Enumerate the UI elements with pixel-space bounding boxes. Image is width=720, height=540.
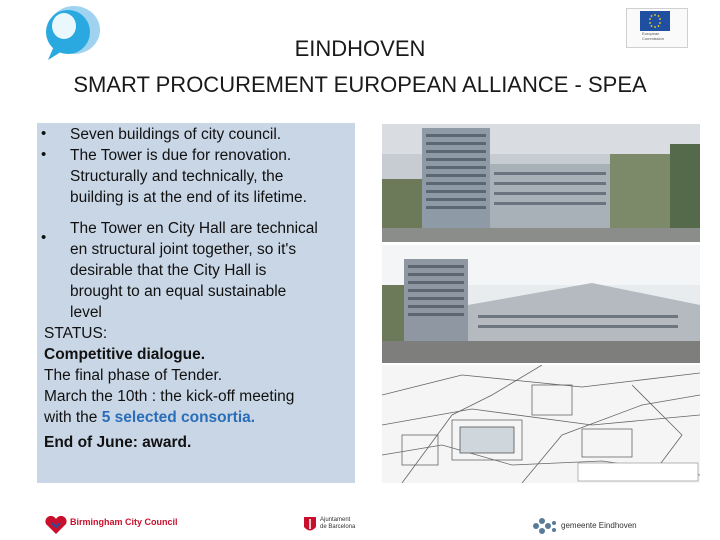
kickoff-line: March the 10th : the kick-off meeting (44, 388, 295, 405)
bullet3-line: desirable that the City Hall is (70, 262, 267, 279)
barcelona-shield-icon (303, 516, 317, 534)
city-hall-photo (382, 245, 700, 363)
award-text: End of June: award. (44, 434, 192, 451)
bullet3-line: The Tower en City Hall are technical (70, 220, 318, 237)
bullet2-line: Structurally and technically, the (70, 168, 284, 185)
barcelona-line1: Ajuntament (320, 517, 351, 523)
bullet-marker: • (41, 125, 47, 142)
eu-flag-icon (640, 11, 670, 31)
eu-caption-line2: Commission (642, 36, 665, 41)
consortia-highlight: 5 selected consortia. (101, 409, 256, 426)
bullet2-line: The Tower is due for renovation. (70, 147, 292, 164)
page-title-line2: SMART PROCUREMENT EUROPEAN ALLIANCE - SPEA (73, 72, 647, 97)
competitive-dialogue-text: Competitive dialogue. (44, 346, 206, 363)
final-phase-text: The final phase of Tender. (44, 367, 223, 384)
birmingham-heart-icon (44, 515, 68, 535)
site-plan-map (382, 365, 700, 483)
tower-building-photo (382, 124, 700, 242)
barcelona-line2: de Barcelona (320, 524, 356, 530)
kickoff-consortia-line (44, 407, 255, 428)
page-title-line1: EINDHOVEN (294, 36, 426, 61)
barcelona-logo-text (320, 517, 355, 531)
status-label: STATUS: (44, 325, 108, 342)
bullet1-text: Seven buildings of city council. (70, 126, 282, 143)
eindhoven-logo-text: gemeente Eindhoven (561, 521, 637, 530)
birmingham-logo-text: Birmingham City Council (70, 517, 178, 527)
bullet-marker: • (41, 146, 47, 163)
bullet3-line: brought to an equal sustainable (70, 283, 287, 300)
kickoff-prefix: with the (44, 409, 102, 426)
bullet3-line: en structural joint together, so it's (70, 241, 297, 258)
bullet-marker: • (41, 229, 47, 246)
eindhoven-emblem-icon (530, 515, 558, 537)
bullet2-line: building is at the end of its lifetime. (70, 189, 307, 206)
bullet3-line: level (70, 304, 102, 321)
eu-caption-line1: European (642, 31, 660, 36)
